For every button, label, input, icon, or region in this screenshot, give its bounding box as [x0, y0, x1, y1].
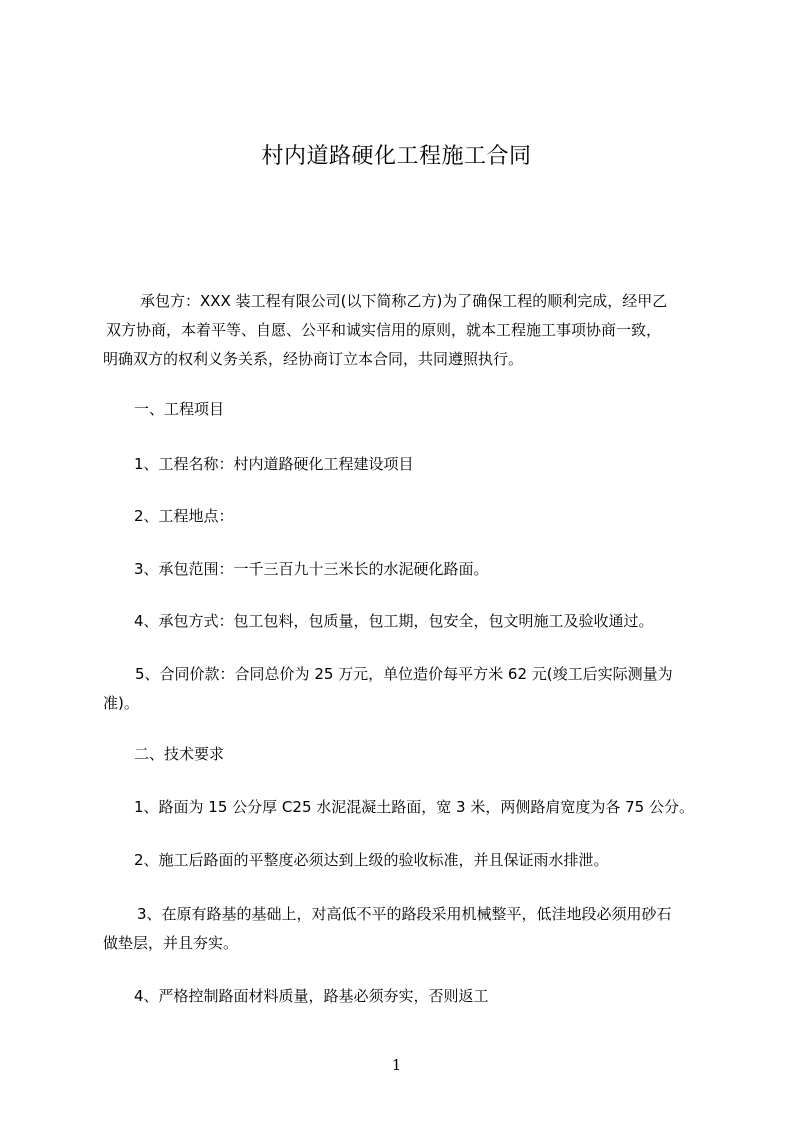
section-1-item-4: 4、承包方式：包工包料，包质量，包工期，包安全，包文明施工及验收通过。: [134, 612, 654, 630]
section-2-item-1: 1、路面为 15 公分厚 C25 水泥混凝土路面，宽 3 米，两侧路肩宽度为各 75 公分。: [134, 798, 694, 816]
document-title: 村内道路硬化工程施工合同: [261, 144, 532, 169]
intro-line-3: 明确双方的权利义务关系，经协商订立本合同，共同遵照执行。: [103, 350, 524, 368]
section-1-heading: 一、工程项目: [134, 400, 225, 418]
intro-paragraph: [103, 287, 703, 374]
section-1-item-5: [103, 660, 703, 718]
section-1-item-5-line-1: 5、合同价款：合同总价为 25 万元，单位造价每平方米 62 元(竣工后实际测量为: [135, 665, 673, 683]
section-2-item-3-line-2: 做垫层，并且夯实。: [103, 934, 239, 952]
intro-line-2: 双方协商，本着平等、自愿、公平和诚实信用的原则，就本工程施工事项协商一致，: [106, 321, 662, 339]
section-1-item-2: 2、工程地点：: [134, 507, 234, 525]
section-1-item-1: 1、工程名称：村内道路硬化工程建设项目: [134, 455, 414, 473]
section-2-item-2: 2、施工后路面的平整度必须达到上级的验收标准，并且保证雨水排泄。: [134, 851, 609, 869]
page-number: 1: [391, 1056, 402, 1074]
section-2-item-3-line-1: 3、在原有路基的基础上，对高低不平的路段采用机械整平，低洼地段必须用砂石: [137, 905, 672, 923]
section-2-heading: 二、技术要求: [134, 745, 225, 763]
section-2-item-4: 4、严格控制路面材料质量，路基必须夯实，否则返工: [134, 987, 489, 1005]
intro-line-1: 承包方：XXX 装工程有限公司(以下简称乙方)为了确保工程的顺利完成，经甲乙: [140, 292, 668, 310]
section-1-item-5-line-2: 准)。: [103, 694, 139, 712]
section-1-item-3: 3、承包范围：一千三百九十三米长的水泥硬化路面。: [134, 560, 489, 578]
section-2-item-3: [103, 900, 703, 958]
